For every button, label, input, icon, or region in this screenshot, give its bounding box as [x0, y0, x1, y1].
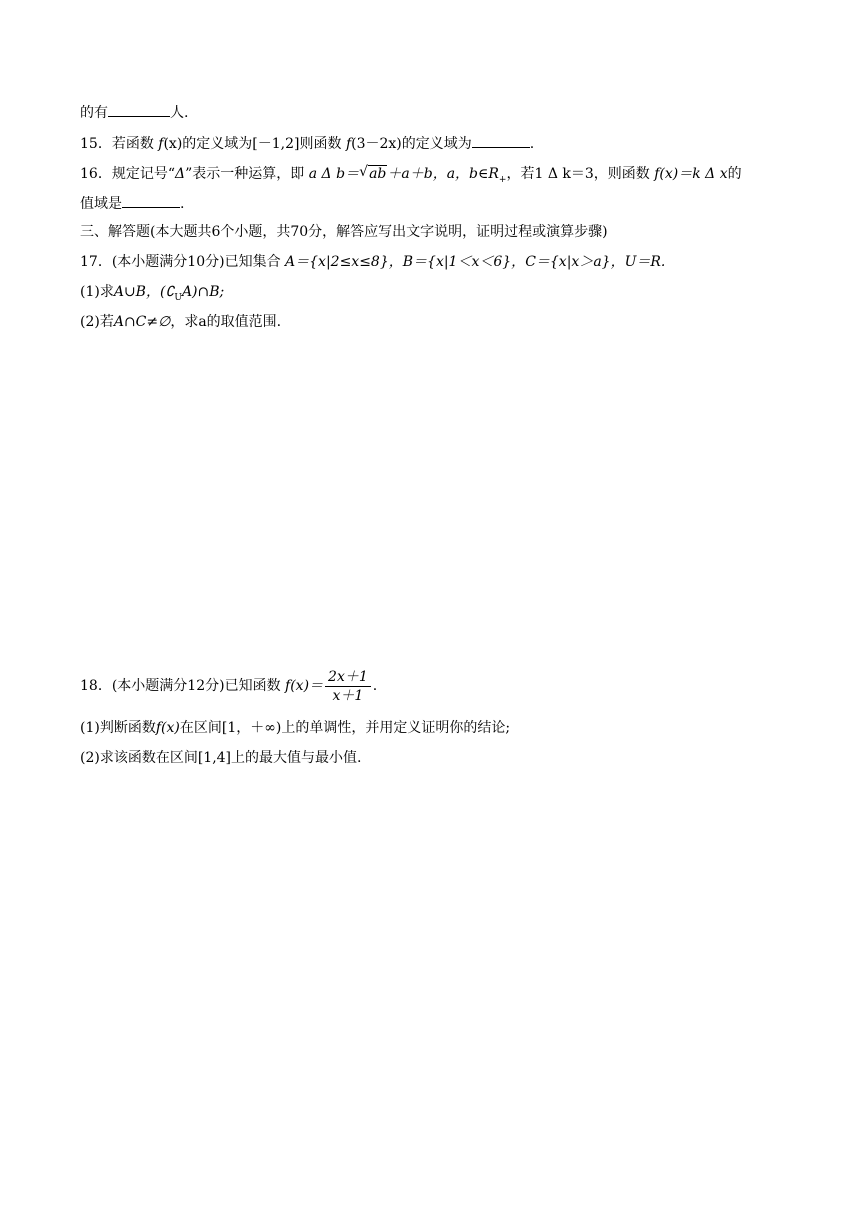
q16-expr-b: ＋a＋b，a，b∈R	[387, 166, 499, 182]
q18-numerator: 2x＋1	[325, 668, 371, 687]
question-17-part-1	[80, 282, 224, 308]
q15-number: 15．	[80, 136, 112, 152]
q18-denominator: x＋1	[332, 687, 364, 704]
q17-set-a: A＝{x|2≤x≤8}，	[285, 254, 403, 270]
question-18-part-1	[80, 718, 510, 738]
question-16	[80, 164, 742, 190]
q15-text-2: 的定义域为[－1,2]则函数	[182, 136, 342, 152]
q14-answer-blank[interactable]	[108, 102, 170, 117]
q16-text-4: 的	[727, 166, 742, 182]
q16-func: f(x)＝k Δ x	[654, 166, 728, 182]
q16-text-2: ”表示一种运算，即	[185, 166, 305, 182]
q15-arg: (3－2x)	[351, 136, 402, 152]
q14-continuation	[80, 102, 188, 123]
q16-sqrt	[359, 164, 387, 184]
section-3-heading	[80, 222, 608, 242]
q15-answer-blank[interactable]	[472, 133, 530, 148]
q15-text-1: 若函数	[111, 136, 154, 152]
q17-1-expr-2: A)∩B;	[181, 284, 225, 300]
question-18	[80, 666, 377, 706]
q16-subscript: +	[498, 174, 507, 185]
q17-1-subscript: U	[174, 292, 182, 303]
section-3-text: 三、解答题(本大题共6个小题，共70分，解答应写出文字说明，证明过程或演算步骤)	[80, 224, 608, 240]
q17-set-c: C＝{x|x＞a}，	[525, 254, 625, 270]
sqrt-icon: √	[359, 164, 368, 180]
q17-number: 17．	[80, 254, 112, 270]
q18-text-1: (本小题满分12分)已知函数	[111, 678, 281, 694]
q18-fraction	[325, 668, 371, 705]
q18-1-text-2: 在区间[1，＋∞)上的单调性，并用定义证明你的结论;	[179, 720, 511, 736]
q16-number: 16．	[80, 166, 112, 182]
q17-set-u: U＝R.	[624, 254, 666, 270]
q15-text-3: 的定义域为	[401, 136, 472, 152]
q16-cont-text: 值域是	[80, 196, 122, 212]
q18-number: 18．	[80, 678, 112, 694]
q16-delta: Δ	[175, 166, 186, 182]
q16-cont-end: .	[180, 196, 185, 212]
q17-1-text: (1)求	[80, 284, 114, 300]
q16-text-3: ，若1 Δ k＝3，则函数	[506, 166, 650, 182]
q15-end: .	[529, 136, 535, 152]
question-17	[80, 252, 665, 272]
q16-expr-a: a Δ b＝	[308, 166, 360, 182]
q17-text-1: (本小题满分10分)已知集合	[111, 254, 281, 270]
q14-suffix: 人.	[170, 105, 189, 121]
q15-x1: (x)	[163, 136, 183, 152]
q16-text-1: 规定记号“	[111, 166, 175, 182]
q15-f1: f	[158, 136, 164, 152]
q18-2-text: (2)求该函数在区间[1,4]上的最大值与最小值.	[80, 750, 362, 766]
question-16-continuation	[80, 193, 184, 214]
question-18-part-2	[80, 748, 361, 768]
q18-1-text-1: (1)判断函数	[80, 720, 156, 736]
q17-2-text-1: (2)若	[80, 314, 114, 330]
q18-func: f(x)＝	[285, 678, 324, 694]
q17-2-text-2: ，求a的取值范围.	[170, 314, 282, 330]
q17-2-expr: A∩C≠∅	[113, 314, 171, 330]
q18-1-func: f(x)	[155, 720, 180, 736]
q16-sqrt-body: ab	[369, 166, 387, 182]
q17-set-b: B＝{x|1＜x＜6}，	[402, 254, 526, 270]
q14-prefix: 的有	[80, 105, 108, 121]
q18-end: .	[372, 678, 378, 694]
q15-f2: f	[345, 136, 352, 152]
question-17-part-2	[80, 312, 281, 332]
question-15	[80, 133, 534, 154]
q17-1-expr-1: A∪B，(∁	[113, 284, 175, 300]
q16-answer-blank[interactable]	[122, 193, 180, 208]
